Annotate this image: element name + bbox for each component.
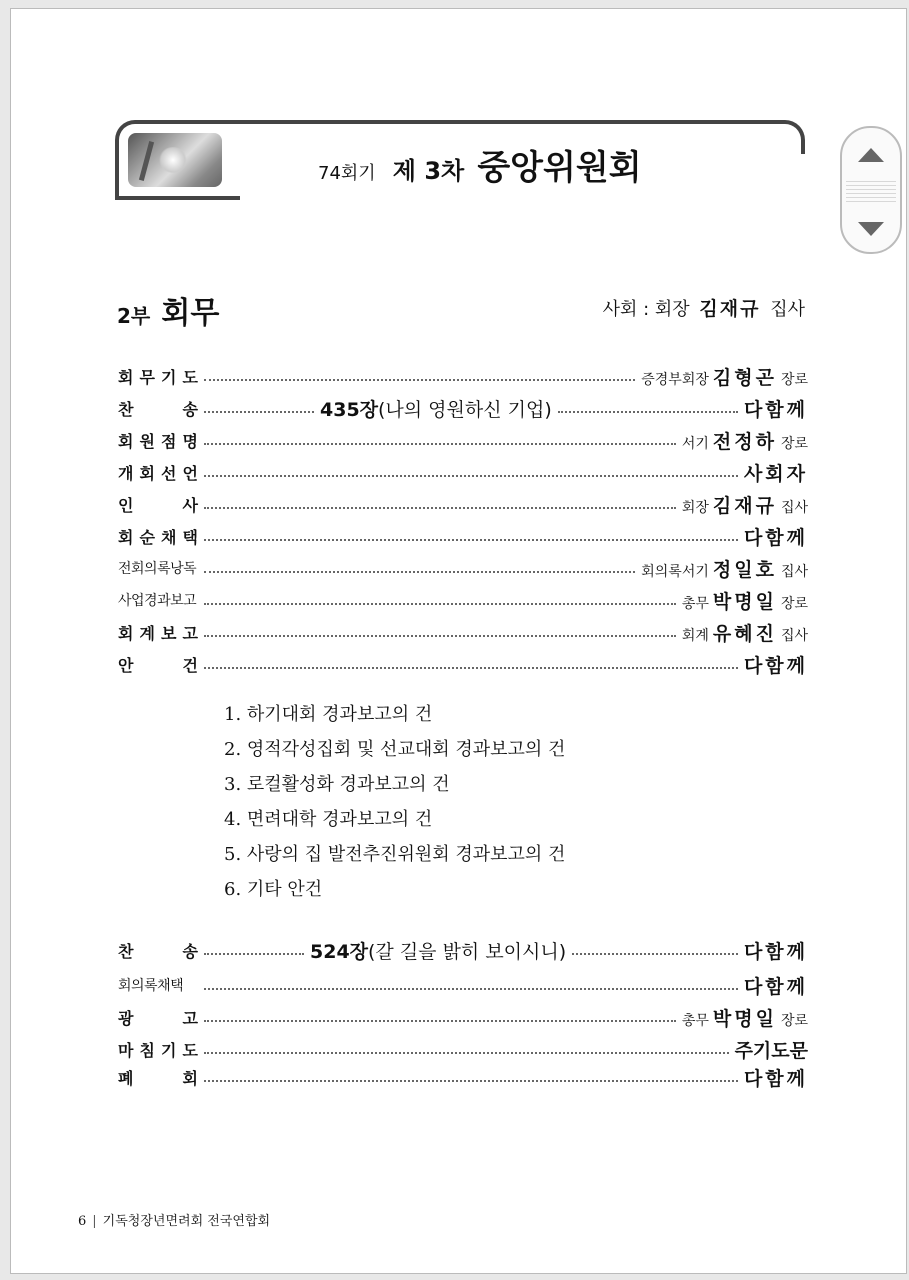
program-row-adjourn: [118, 1062, 808, 1092]
program-row-opening: [118, 457, 808, 487]
program-row-business-report: [118, 585, 808, 615]
hymn-text: 435장(나의 영원하신 기업): [320, 398, 552, 421]
program-row-agenda-adopt: [118, 521, 808, 551]
row-person: 총무 박명일 장로: [681, 590, 808, 613]
presider: [603, 294, 805, 321]
agenda-list: [224, 700, 565, 910]
leader-dots: [204, 411, 314, 413]
row-person: 다함께: [743, 654, 808, 677]
section-title: 회무: [161, 296, 220, 331]
scroll-up-icon[interactable]: [858, 148, 884, 162]
program-row-announcements: [118, 1002, 808, 1032]
footer-org: 기독청장년면려회 전국연합회: [102, 1214, 271, 1229]
program-row-hymn: [118, 393, 808, 423]
row-person: 다함께: [743, 940, 808, 963]
page-title: [318, 140, 642, 189]
page-footer: [78, 1210, 270, 1229]
footer-separator: |: [92, 1214, 97, 1229]
session-label: 74회기: [318, 163, 376, 184]
leader-dots: [204, 507, 676, 509]
hymn-text: 524장(갈 길을 밝히 보이시니): [310, 940, 567, 963]
row-person: 사회자: [743, 462, 808, 485]
program-row-closing-prayer: [118, 1034, 808, 1064]
agenda-item: 4. 면려대학 경과보고의 건: [224, 809, 433, 830]
leader-dots: [572, 953, 738, 955]
row-label: 안 건: [118, 655, 198, 675]
row-person: 다함께: [743, 526, 808, 549]
row-label: 사업경과보고: [118, 593, 197, 609]
leader-dots: [204, 603, 676, 605]
row-person: 회계 유혜진 집사: [681, 622, 808, 645]
row-label: 인 사: [118, 495, 198, 515]
presider-prefix: 사회 : 회장: [602, 299, 690, 320]
leader-dots: [204, 379, 635, 381]
row-person: 다함께: [743, 975, 808, 998]
row-person: 총무 박명일 장로: [681, 1007, 808, 1030]
row-person: 회장 김재규 집사: [681, 494, 808, 517]
program-row-hymn-2: [118, 935, 808, 965]
agenda-item: 3. 로컬활성화 경과보고의 건: [224, 774, 450, 795]
presider-suffix: 집사: [770, 299, 805, 320]
leader-dots: [204, 953, 304, 955]
program-row-prayer: [118, 361, 808, 391]
section-number: 2부: [117, 304, 151, 328]
presider-name: 김재규: [699, 298, 761, 320]
row-label: 폐 회: [118, 1068, 198, 1088]
program-row-greeting: [118, 489, 808, 519]
row-label: 회의록채택: [118, 978, 184, 994]
agenda-item: 5. 사랑의 집 발전추진위원회 경과보고의 건: [224, 844, 566, 865]
leader-dots: [204, 1052, 729, 1054]
title-label: 중앙위원회: [477, 148, 642, 188]
row-person: 증경부회장 김형곤 장로: [641, 366, 808, 389]
photo-stem: [139, 141, 154, 181]
program-row-agenda: [118, 649, 808, 679]
scroll-grip[interactable]: [846, 178, 896, 204]
leader-dots: [204, 988, 738, 990]
header-flower-image: [128, 133, 222, 187]
page-number: 6: [78, 1214, 87, 1229]
leader-dots: [558, 411, 738, 413]
row-label: 광 고: [118, 1008, 198, 1028]
agenda-item: 6. 기타 안건: [224, 879, 323, 900]
leader-dots: [204, 1020, 676, 1022]
row-person: 다함께: [743, 1067, 808, 1090]
page-scroll-control[interactable]: [840, 126, 902, 254]
row-person: 주기도문: [734, 1039, 808, 1062]
row-label: 회 무 기 도: [118, 367, 198, 387]
agenda-item: 2. 영적각성집회 및 선교대회 경과보고의 건: [224, 739, 566, 760]
row-label: 회 순 채 택: [118, 527, 198, 547]
row-label: 회 계 보 고: [118, 623, 198, 643]
row-label: 마 침 기 도: [118, 1040, 198, 1060]
section-heading: [117, 288, 219, 332]
leader-dots: [204, 1080, 738, 1082]
agenda-item: 1. 하기대회 경과보고의 건: [224, 704, 433, 725]
program-row-minutes-adopt: [118, 970, 808, 1000]
leader-dots: [204, 635, 676, 637]
leader-dots: [204, 539, 738, 541]
scroll-down-icon[interactable]: [858, 222, 884, 236]
leader-dots: [204, 571, 635, 573]
program-row-accounting: [118, 617, 808, 647]
photo-flower: [158, 147, 188, 173]
row-label: 전회의록낭독: [118, 561, 197, 577]
program-row-rollcall: [118, 425, 808, 455]
header-frame-underline: [115, 196, 240, 200]
row-person: 회의록서기 정일호 집사: [641, 558, 808, 581]
leader-dots: [204, 443, 676, 445]
row-label: 찬 송: [118, 399, 198, 419]
leader-dots: [204, 667, 738, 669]
row-label: 찬 송: [118, 941, 198, 961]
round-label: 제 3차: [392, 157, 465, 185]
program-row-minutes-read: [118, 553, 808, 583]
row-label: 개 회 선 언: [118, 463, 198, 483]
row-person: 다함께: [743, 398, 808, 421]
row-person: 서기 전정하 장로: [681, 430, 808, 453]
row-label: 회 원 점 명: [118, 431, 198, 451]
leader-dots: [204, 475, 738, 477]
